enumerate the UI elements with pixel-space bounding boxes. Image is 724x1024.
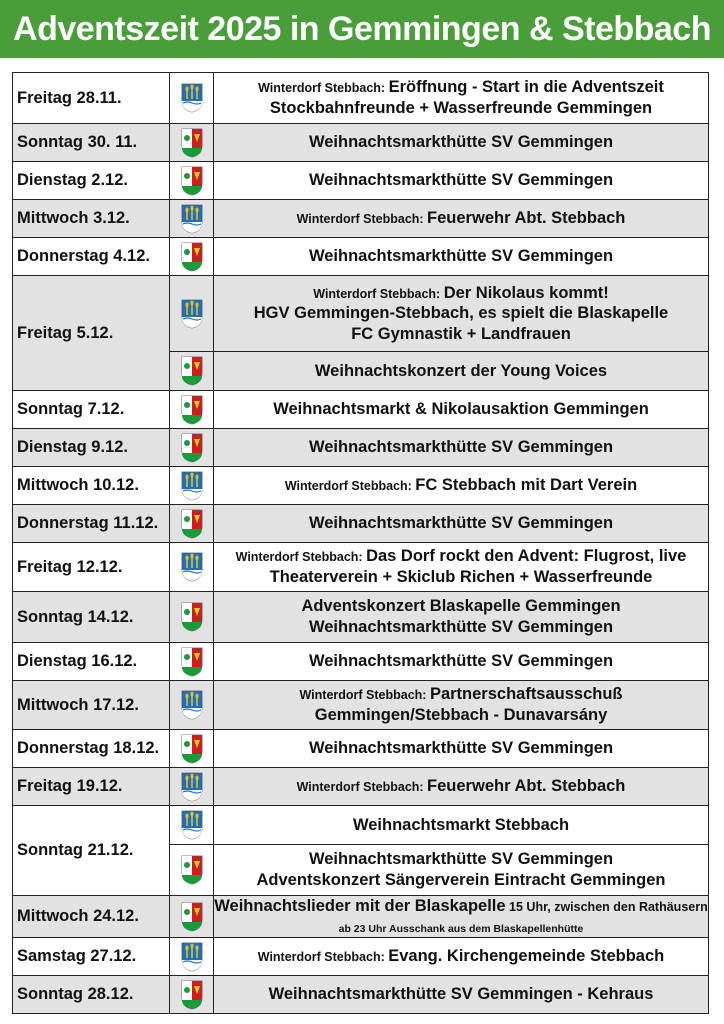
event-description: [214, 845, 709, 896]
event-description: [214, 730, 709, 768]
venue-crest-cell: [170, 505, 214, 543]
gemmingen-crest-icon: [181, 166, 203, 196]
page-title: Adventszeit 2025 in Gemmingen & Stebbach: [13, 9, 711, 48]
event-description: [214, 976, 709, 1014]
table-row: [13, 467, 709, 505]
event-date: Sonntag 7.12.: [13, 391, 170, 429]
event-description: [214, 238, 709, 276]
event-title: Weihnachtsmarkthütte SV Gemmingen: [308, 133, 614, 152]
event-description: [214, 896, 709, 938]
gemmingen-crest-icon: [181, 602, 203, 632]
event-date: Freitag 12.12.: [13, 543, 170, 592]
venue-crest-cell: [170, 730, 214, 768]
stebbach-crest-icon: [181, 690, 203, 720]
event-title: Weihnachtsmarkthütte SV Gemmingen: [308, 438, 614, 457]
gemmingen-crest-icon: [181, 433, 203, 463]
gemmingen-crest-icon: [181, 647, 203, 677]
event-venue-prefix: Winterdorf Stebbach:: [258, 81, 389, 96]
event-detail: FC Gymnastik + Landfrauen: [351, 324, 571, 343]
event-title: Weihnachtskonzert der Young Voices: [314, 361, 608, 380]
event-date: Dienstag 16.12.: [13, 643, 170, 681]
event-date: Mittwoch 17.12.: [13, 681, 170, 730]
gemmingen-crest-icon: [181, 734, 203, 764]
venue-crest-cell: [170, 200, 214, 238]
venue-crest-cell: [170, 592, 214, 643]
event-date: Freitag 19.12.: [13, 768, 170, 806]
gemmingen-crest-icon: [181, 356, 203, 386]
stebbach-crest-icon: [181, 942, 203, 972]
venue-crest-cell: [170, 806, 214, 845]
event-description: [214, 467, 709, 505]
table-row: [13, 543, 709, 592]
table-row: [13, 681, 709, 730]
event-description: [214, 162, 709, 200]
event-description: [214, 643, 709, 681]
event-description: [214, 505, 709, 543]
event-title: Feuerwehr Abt. Stebbach: [427, 777, 626, 796]
table-row: [13, 643, 709, 681]
event-title: Weihnachtsmarkthütte SV Gemmingen: [308, 850, 614, 869]
event-title: Feuerwehr Abt. Stebbach: [427, 209, 626, 228]
event-date: Mittwoch 3.12.: [13, 200, 170, 238]
event-title: Weihnachtsmarkthütte SV Gemmingen: [308, 247, 614, 266]
venue-crest-cell: [170, 73, 214, 124]
event-venue-prefix: Winterdorf Stebbach:: [296, 212, 428, 227]
venue-crest-cell: [170, 643, 214, 681]
table-row: [13, 124, 709, 162]
event-date: Dienstag 2.12.: [13, 162, 170, 200]
event-title: Weihnachtsmarkthütte SV Gemmingen: [308, 171, 614, 190]
venue-crest-cell: [170, 429, 214, 467]
event-description: [214, 276, 709, 352]
event-venue-prefix: Winterdorf Stebbach:: [235, 550, 367, 565]
event-title: Weihnachtsmarkthütte SV Gemmingen: [308, 739, 614, 758]
table-row: [13, 896, 709, 938]
event-venue-prefix: Winterdorf Stebbach:: [296, 780, 428, 795]
event-title: Weihnachtsmarkthütte SV Gemmingen - Kehraus: [268, 985, 654, 1004]
venue-crest-cell: [170, 352, 214, 391]
event-detail: Gemmingen/Stebbach - Dunavarsány: [314, 706, 608, 724]
venue-crest-cell: [170, 238, 214, 276]
venue-crest-cell: [170, 391, 214, 429]
stebbach-crest-icon: [181, 471, 203, 501]
gemmingen-crest-icon: [181, 902, 203, 932]
stebbach-crest-icon: [181, 552, 203, 582]
event-description: [214, 938, 709, 976]
gemmingen-crest-icon: [181, 855, 203, 885]
event-description: [214, 806, 709, 845]
table-row: [13, 505, 709, 543]
event-description: [214, 681, 709, 730]
event-note: ab 23 Uhr Ausschank aus dem Blaskapellenhütte: [338, 922, 584, 935]
stebbach-crest-icon: [181, 810, 203, 840]
event-venue-prefix: Winterdorf Stebbach:: [299, 688, 430, 703]
event-detail: Weihnachtsmarkthütte SV Gemmingen: [308, 618, 614, 636]
table-row: [13, 238, 709, 276]
event-date: Samstag 27.12.: [13, 938, 170, 976]
venue-crest-cell: [170, 938, 214, 976]
venue-crest-cell: [170, 896, 214, 938]
event-title: Eröffnung - Start in die Adventszeit: [388, 78, 664, 97]
venue-crest-cell: [170, 467, 214, 505]
event-venue-prefix: Winterdorf Stebbach:: [313, 286, 444, 301]
event-date: Sonntag 28.12.: [13, 976, 170, 1014]
event-description: [214, 592, 709, 643]
gemmingen-crest-icon: [181, 980, 203, 1010]
event-date: Dienstag 9.12.: [13, 429, 170, 467]
event-date: Donnerstag 11.12.: [13, 505, 170, 543]
event-description: [214, 200, 709, 238]
table-row: [13, 429, 709, 467]
event-description: [214, 429, 709, 467]
table-row: [13, 162, 709, 200]
event-venue-prefix: Winterdorf Stebbach:: [284, 479, 416, 494]
table-row: [13, 592, 709, 643]
event-date: Donnerstag 18.12.: [13, 730, 170, 768]
event-detail: Theaterverein + Skiclub Richen + Wasserfreunde: [269, 568, 653, 586]
event-description: [214, 352, 709, 391]
event-date: Sonntag 21.12.: [13, 806, 170, 896]
event-date: Freitag 5.12.: [13, 276, 170, 391]
event-calendar-table: [12, 72, 709, 1014]
table-row: [13, 730, 709, 768]
venue-crest-cell: [170, 768, 214, 806]
event-detail: HGV Gemmingen-Stebbach, es spielt die Blaskapelle: [253, 304, 669, 323]
event-description: [214, 768, 709, 806]
gemmingen-crest-icon: [181, 242, 203, 272]
event-detail: Stockbahnfreunde + Wasserfreunde Gemmingen: [269, 99, 653, 117]
event-detail: Adventskonzert Sängerverein Eintracht Gemmingen: [256, 871, 666, 889]
event-description: [214, 391, 709, 429]
event-date: Mittwoch 24.12.: [13, 896, 170, 938]
event-title: Adventskonzert Blaskapelle Gemmingen: [301, 597, 621, 616]
venue-crest-cell: [170, 681, 214, 730]
venue-crest-cell: [170, 276, 214, 352]
event-title: Weihnachtslieder mit der Blaskapelle: [214, 897, 506, 915]
event-title: Weihnachtsmarkt Stebbach: [352, 815, 570, 834]
stebbach-crest-icon: [181, 772, 203, 802]
stebbach-crest-icon: [181, 83, 203, 113]
event-description: [214, 543, 709, 592]
table-row: [13, 200, 709, 238]
table-row: [13, 806, 709, 845]
event-title: Weihnachtsmarkthütte SV Gemmingen: [308, 652, 614, 671]
venue-crest-cell: [170, 162, 214, 200]
table-row: [13, 976, 709, 1014]
event-date: Freitag 28.11.: [13, 73, 170, 124]
venue-crest-cell: [170, 543, 214, 592]
event-description: [214, 124, 709, 162]
gemmingen-crest-icon: [181, 128, 203, 158]
table-row: [13, 768, 709, 806]
event-date: Sonntag 30. 11.: [13, 124, 170, 162]
event-description: [214, 73, 709, 124]
venue-crest-cell: [170, 845, 214, 896]
event-title: Weihnachtsmarkt & Nikolausaktion Gemmingen: [273, 400, 649, 419]
stebbach-crest-icon: [181, 204, 203, 234]
event-venue-prefix: Winterdorf Stebbach:: [257, 950, 389, 965]
stebbach-crest-icon: [181, 299, 203, 329]
event-date: Donnerstag 4.12.: [13, 238, 170, 276]
event-title: Der Nikolaus kommt!: [443, 283, 609, 302]
table-row: [13, 276, 709, 352]
venue-crest-cell: [170, 976, 214, 1014]
event-time-note: 15 Uhr, zwischen den Rathäusern: [505, 900, 708, 914]
gemmingen-crest-icon: [181, 509, 203, 539]
table-row: [13, 391, 709, 429]
gemmingen-crest-icon: [181, 395, 203, 425]
event-title: Weihnachtsmarkthütte SV Gemmingen: [308, 514, 614, 533]
table-row: [13, 938, 709, 976]
event-title: Evang. Kirchengemeinde Stebbach: [388, 947, 665, 966]
venue-crest-cell: [170, 124, 214, 162]
page-header: [0, 0, 724, 58]
event-date: Sonntag 14.12.: [13, 592, 170, 643]
event-title: Das Dorf rockt den Advent: Flugrost, live: [366, 547, 687, 566]
event-title: FC Stebbach mit Dart Verein: [415, 476, 638, 495]
event-title: Partnerschaftsausschuß: [429, 685, 623, 704]
table-row: [13, 73, 709, 124]
event-date: Mittwoch 10.12.: [13, 467, 170, 505]
